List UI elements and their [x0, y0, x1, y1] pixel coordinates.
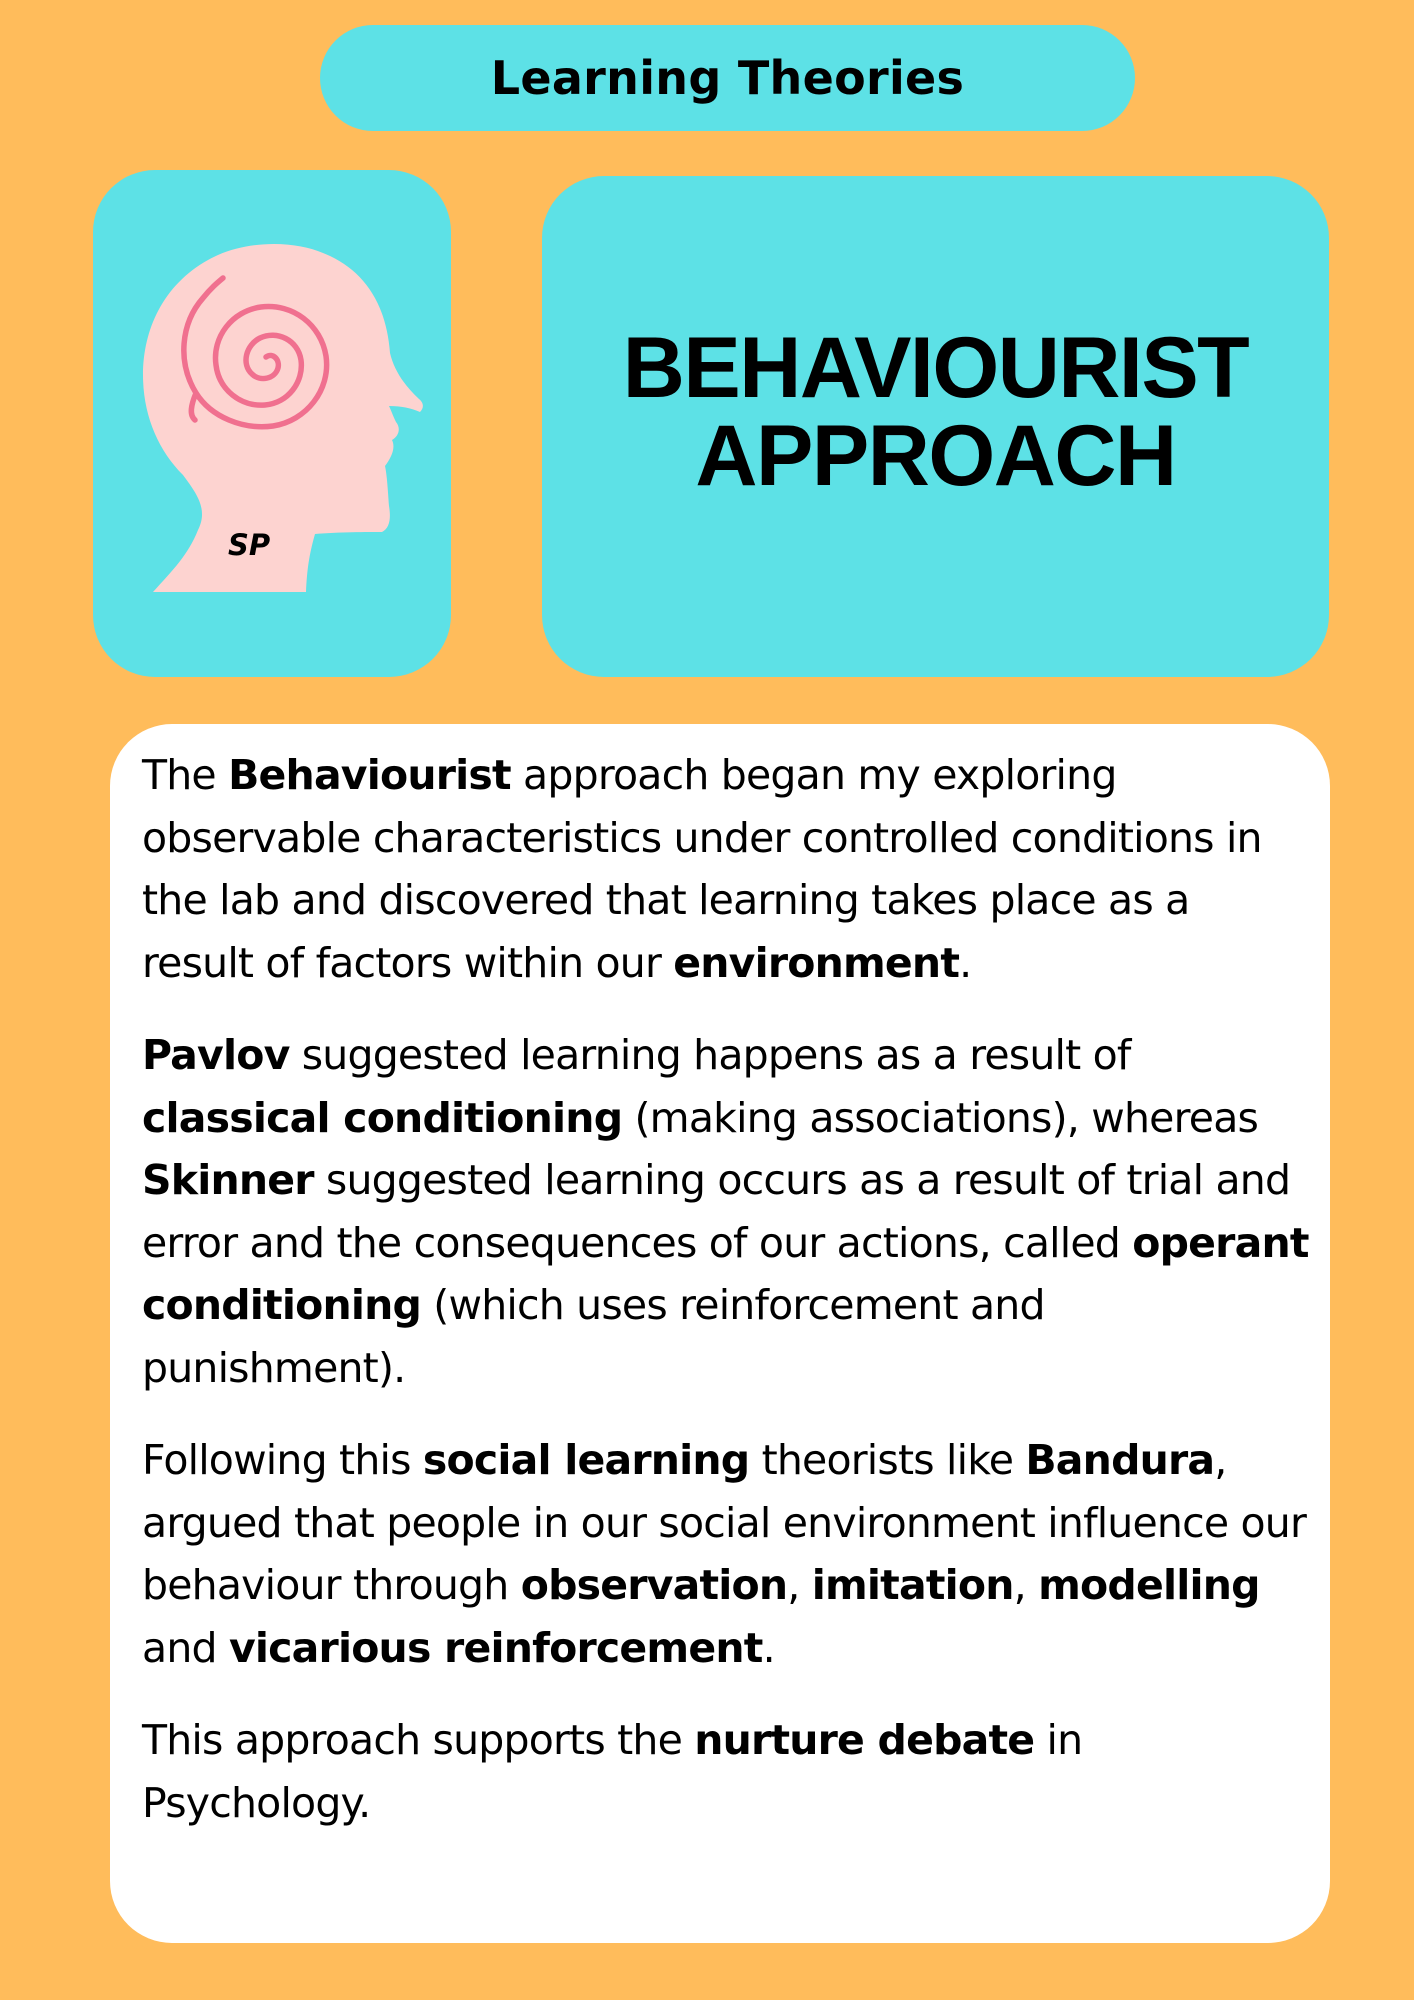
bold-term: classical conditioning — [142, 1093, 623, 1142]
paragraph-2 — [142, 1024, 1310, 1399]
paragraph-list — [142, 744, 1310, 1834]
text-run: , argued that people in our social environment influence our behaviour through — [142, 1436, 1307, 1609]
text-run: theorists like — [749, 1436, 1026, 1484]
text-run: . — [959, 938, 972, 987]
text-run: Following this — [142, 1436, 423, 1484]
text-run: and — [142, 1623, 229, 1672]
text-run: (making associations), whereas — [622, 1093, 1259, 1142]
head-silhouette — [143, 244, 423, 592]
head-spiral-icon — [93, 170, 451, 677]
bold-term: Bandura — [1025, 1436, 1215, 1484]
text-run: , — [787, 1561, 812, 1609]
title-banner — [320, 25, 1135, 131]
heading-line-1: BEHAVIOURIST — [622, 319, 1249, 416]
text-run: The — [142, 751, 229, 799]
text-run: suggested learning happens as a result of — [289, 1031, 1131, 1079]
page-title: Learning Theories — [490, 51, 965, 105]
icon-card — [93, 170, 451, 677]
heading-line-2: APPROACH — [695, 407, 1176, 504]
text-run: This approach supports the — [142, 1716, 695, 1764]
bold-term: Pavlov — [142, 1031, 290, 1079]
bold-term: vicarious reinforcement — [228, 1623, 763, 1672]
bold-term: modelling — [1038, 1561, 1260, 1609]
bold-term: Skinner — [142, 1156, 314, 1204]
bold-term: Behaviourist — [228, 751, 511, 799]
heading-block — [622, 319, 1249, 504]
paragraph-3 — [142, 1429, 1310, 1679]
text-run: approach began my exploring observable characteristics under controlled conditions in the lab and discovered that learning takes place as a result of factors within our — [142, 751, 1262, 987]
text-run: in Psychology. — [142, 1716, 1083, 1827]
bold-term: observation — [520, 1561, 788, 1609]
paragraph-1 — [142, 744, 1310, 994]
text-run: suggested learning occurs as a result of trial and error and the consequences of our actions, called — [142, 1156, 1291, 1267]
heading-card — [542, 176, 1329, 677]
text-card — [110, 724, 1330, 1943]
bold-term: imitation — [811, 1561, 1014, 1609]
text-run: , — [1013, 1561, 1039, 1609]
text-run: (which uses reinforcement and punishment). — [142, 1281, 1045, 1392]
initials-label: SP — [228, 528, 271, 562]
bold-term: operant conditioning — [142, 1218, 1309, 1329]
bold-term: environment — [673, 938, 960, 987]
paragraph-4 — [142, 1709, 1310, 1834]
bold-term: social learning — [422, 1436, 750, 1484]
bold-term: nurture debate — [694, 1716, 1035, 1764]
text-run: . — [762, 1623, 775, 1672]
